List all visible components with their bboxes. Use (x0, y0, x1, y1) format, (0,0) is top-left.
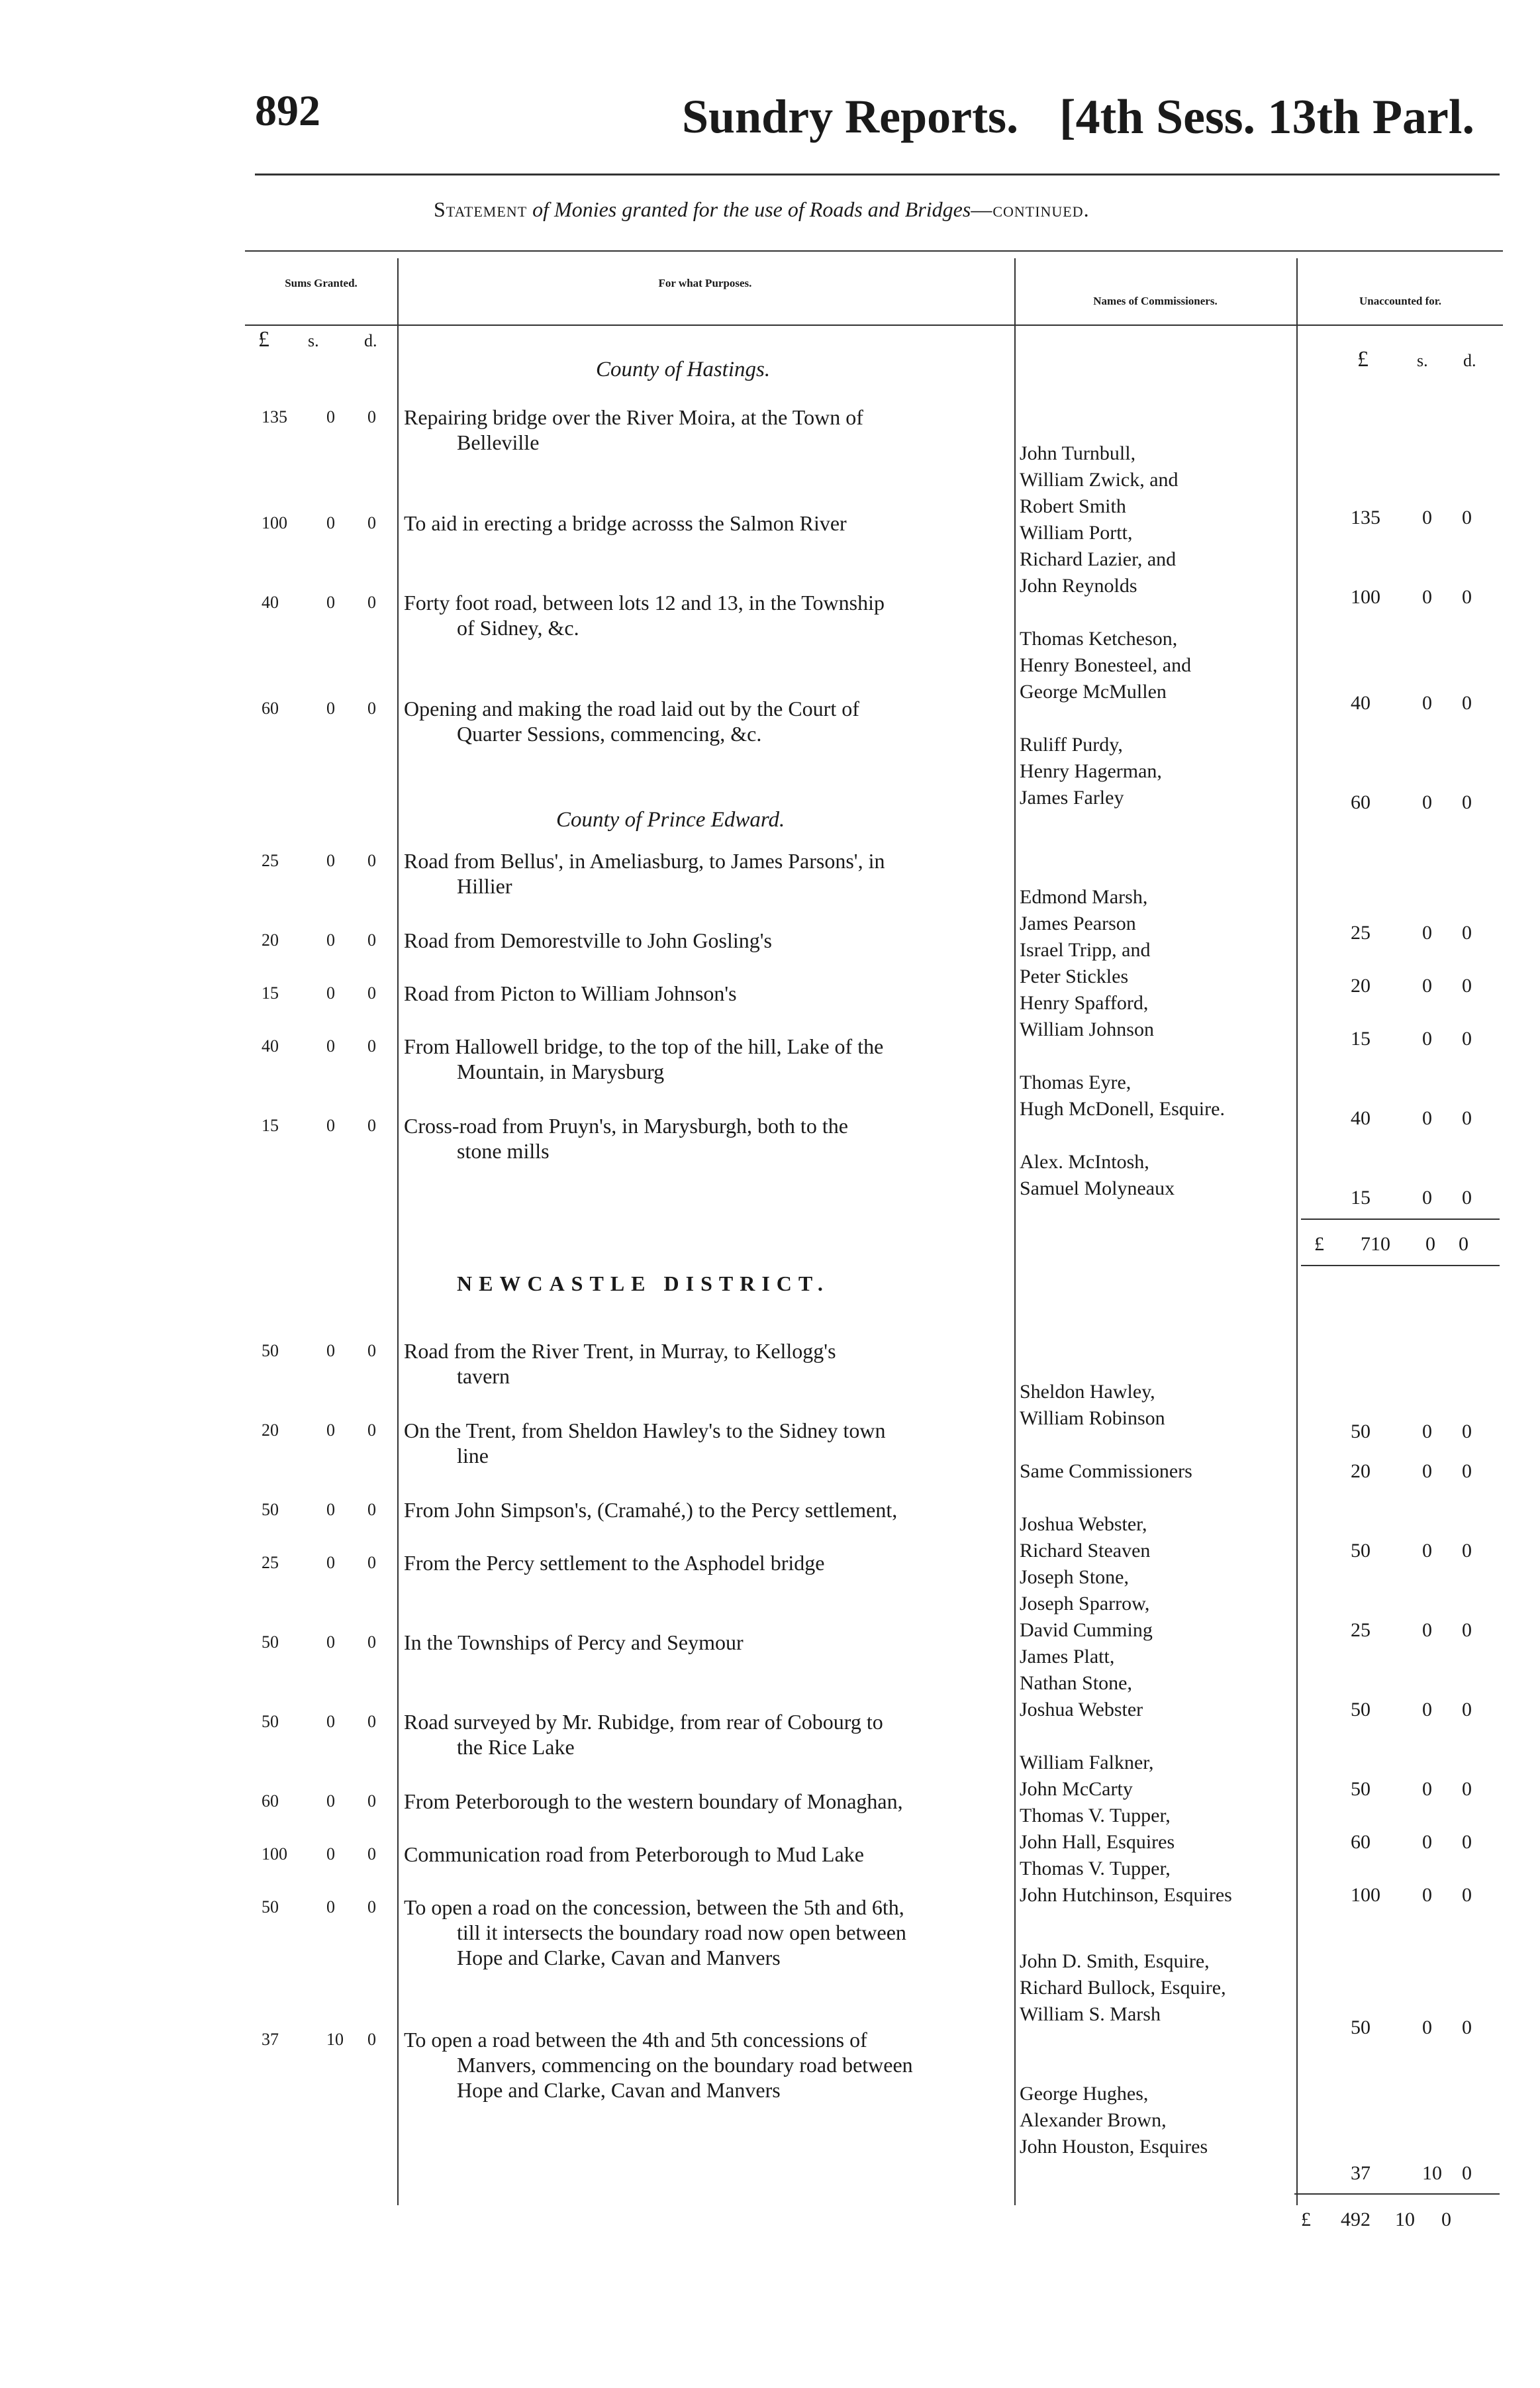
grant-purpose (404, 1338, 1010, 1389)
commissioner-name: James Platt, (1020, 1646, 1115, 1667)
unaccounted-pounds: 37 (1351, 2162, 1371, 2184)
sums-currency-header: £ s. d. (258, 327, 377, 352)
unaccounted-pence: 0 (1462, 2162, 1472, 2184)
header-rule (255, 174, 1500, 175)
unaccounted-pounds: 50 (1351, 1540, 1371, 1562)
unaccounted-pence: 0 (1462, 1107, 1472, 1129)
grant-purpose (404, 1497, 1010, 1522)
purpose-line: Road from Demorestville to John Gosling's (404, 928, 772, 952)
unaccounted-amount (1351, 1187, 1496, 1211)
grant-purpose (404, 696, 1010, 746)
unaccounted-shillings: 0 (1422, 1420, 1432, 1442)
unaccounted-pence: 0 (1462, 1778, 1472, 1800)
commissioner-name: Alex. McIntosh, (1020, 1151, 1149, 1173)
unaccounted-pounds: 50 (1351, 1778, 1371, 1800)
grant-purpose (404, 405, 1010, 455)
purpose-line: Mountain, in Marysburg (457, 1060, 665, 1083)
grant-pounds: 60 (262, 1791, 279, 1811)
grant-amount (262, 513, 394, 537)
grant-pence: 0 (367, 593, 376, 612)
grant-shillings: 0 (326, 407, 335, 426)
commissioner-name: Henry Hagerman, (1020, 760, 1162, 782)
unaccounted-shillings: 0 (1422, 507, 1432, 528)
grant-pence: 0 (367, 1897, 376, 1916)
purpose-line: Road from the River Trent, in Murray, to Kellogg's (404, 1339, 836, 1363)
column-header-unaccounted: Unaccounted for. (1359, 295, 1442, 307)
grant-pounds: 60 (262, 699, 279, 718)
unaccounted-pounds: 25 (1351, 922, 1371, 944)
unaccounted-pounds: 15 (1351, 1028, 1371, 1050)
grant-shillings: 0 (326, 930, 335, 950)
grant-pounds: 25 (262, 851, 279, 870)
commissioner-name: Robert Smith (1020, 495, 1126, 517)
unaccounted-shillings: 0 (1422, 1540, 1432, 1562)
purpose-line: Road from Bellus', in Ameliasburg, to James Parsons', in (404, 849, 885, 873)
grant-pounds: 100 (262, 1844, 287, 1864)
grant-pence: 0 (367, 1844, 376, 1864)
column-header-commissioners: Names of Commissioners. (1093, 295, 1218, 307)
unaccounted-pence: 0 (1462, 1028, 1472, 1050)
purpose-line: stone mills (457, 1139, 550, 1163)
total-second: £ 492 10 0 (1301, 2209, 1451, 2230)
grant-amount (262, 930, 394, 954)
commissioner-name: Samuel Molyneaux (1020, 1177, 1175, 1199)
grant-pence: 0 (367, 2030, 376, 2049)
commissioner-name: William Zwick, and (1020, 469, 1179, 491)
unaccounted-pence: 0 (1462, 975, 1472, 997)
section-heading-prince-edward: County of Prince Edward. (556, 808, 785, 832)
unaccounted-pence: 0 (1462, 1831, 1472, 1853)
grant-purpose (404, 2027, 1010, 2103)
commissioner-name: Richard Steaven (1020, 1540, 1151, 1562)
unaccounted-shillings: 0 (1422, 1460, 1432, 1482)
statement-title (434, 197, 1090, 222)
grant-pence: 0 (367, 1341, 376, 1360)
grant-pence: 0 (367, 1791, 376, 1811)
commissioner-name: Peter Stickles (1020, 966, 1129, 987)
unaccounted-pounds: 40 (1351, 1107, 1371, 1129)
unaccounted-amount (1351, 1699, 1496, 1722)
unaccounted-amount (1351, 1107, 1496, 1131)
grant-pounds: 25 (262, 1553, 279, 1572)
grant-pounds: 40 (262, 1036, 279, 1056)
purpose-line: Quarter Sessions, commencing, &c. (457, 722, 762, 746)
purpose-line: Hope and Clarke, Cavan and Manvers (457, 1946, 781, 1969)
grant-shillings: 0 (326, 851, 335, 870)
section-heading-newcastle: NEWCASTLE DISTRICT. (457, 1271, 830, 1295)
unaccounted-pounds: 15 (1351, 1187, 1371, 1209)
unaccounted-amount (1351, 2016, 1496, 2040)
commissioner-name: James Farley (1020, 787, 1124, 809)
commissioner-name: Ruliff Purdy, (1020, 734, 1123, 756)
purpose-line: To aid in erecting a bridge acrosss the Salmon River (404, 511, 847, 535)
grant-pounds: 50 (262, 1500, 279, 1519)
purpose-line: Opening and making the road laid out by the Court of (404, 697, 859, 721)
commissioner-name: John D. Smith, Esquire, (1020, 1950, 1210, 1972)
commissioner-name: John Turnbull, (1020, 442, 1136, 464)
total-rule-1b (1301, 1265, 1500, 1266)
commissioner-name: Thomas Ketcheson, (1020, 628, 1178, 650)
unaccounted-amount (1351, 1831, 1496, 1855)
commissioner-name: Sheldon Hawley, (1020, 1381, 1155, 1403)
purpose-line: Manvers, commencing on the boundary road between (457, 2053, 913, 2077)
grant-pence: 0 (367, 699, 376, 718)
unaccounted-pence: 0 (1462, 2016, 1472, 2038)
commissioner-name: John Reynolds (1020, 575, 1137, 597)
grant-amount (262, 1036, 394, 1060)
purpose-line: line (457, 1444, 489, 1468)
purpose-line: To open a road between the 4th and 5th concessions of (404, 2028, 867, 2052)
unaccounted-amount (1351, 1460, 1496, 1484)
unaccounted-pounds: 50 (1351, 2016, 1371, 2038)
unaccounted-pounds: 20 (1351, 975, 1371, 997)
unaccounted-shillings: 10 (1422, 2162, 1442, 2184)
unaccounted-pence: 0 (1462, 507, 1472, 528)
unaccounted-pence: 0 (1462, 1420, 1472, 1442)
grant-pence: 0 (367, 1116, 376, 1135)
unaccounted-shillings: 0 (1422, 586, 1432, 608)
commissioner-name: Nathan Stone, (1020, 1672, 1132, 1694)
grant-purpose (404, 590, 1010, 640)
grant-pounds: 135 (262, 407, 287, 426)
grant-purpose (404, 1789, 1010, 1814)
purpose-line: Forty foot road, between lots 12 and 13, in the Township (404, 591, 885, 615)
commissioner-name: William Falkner, (1020, 1752, 1154, 1773)
unaccounted-pounds: 25 (1351, 1619, 1371, 1641)
commissioner-name: John McCarty (1020, 1778, 1133, 1800)
commissioner-name: George Hughes, (1020, 2083, 1149, 2105)
commissioner-name: John Hutchinson, Esquires (1020, 1884, 1232, 1906)
unaccounted-amount (1351, 1420, 1496, 1444)
purpose-line: Road from Picton to William Johnson's (404, 981, 737, 1005)
grant-pence: 0 (367, 1036, 376, 1056)
commissioner-name: Joseph Stone, (1020, 1566, 1129, 1588)
grant-shillings: 0 (326, 593, 335, 612)
unaccounted-pence: 0 (1462, 586, 1472, 608)
grant-shillings: 0 (326, 1036, 335, 1056)
unaccounted-shillings: 0 (1422, 922, 1432, 944)
unaccounted-pounds: 50 (1351, 1420, 1371, 1442)
grant-purpose (404, 981, 1010, 1006)
session-label: [4th Sess. 13th Parl. (1059, 90, 1474, 144)
unaccounted-pounds: 100 (1351, 586, 1380, 608)
section-heading-hastings: County of Hastings. (596, 358, 771, 381)
commissioner-name: William Johnson (1020, 1019, 1154, 1040)
unaccounted-amount (1351, 791, 1496, 815)
unaccounted-pounds: 50 (1351, 1699, 1371, 1720)
grant-amount (262, 983, 394, 1007)
page-number: 892 (255, 87, 320, 135)
commissioner-name: William S. Marsh (1020, 2003, 1161, 2025)
grant-shillings: 0 (326, 983, 335, 1003)
purpose-line: Hope and Clarke, Cavan and Manvers (457, 2078, 781, 2102)
purpose-line: Cross-road from Pruyn's, in Marysburgh, both to the (404, 1114, 848, 1138)
purpose-line: From John Simpson's, (Cramahé,) to the Percy settlement, (404, 1498, 898, 1522)
unaccounted-amount (1351, 507, 1496, 530)
commissioner-name: John Houston, Esquires (1020, 2136, 1208, 2158)
total-first: £ 710 0 0 (1314, 1233, 1468, 1255)
grant-shillings: 0 (326, 1897, 335, 1916)
running-title: Sundry Reports. (682, 90, 1019, 143)
grant-pence: 0 (367, 1712, 376, 1731)
unaccounted-shillings: 0 (1422, 1619, 1432, 1641)
commissioner-name: David Cumming (1020, 1619, 1153, 1641)
grant-pounds: 20 (262, 1420, 279, 1440)
purpose-line: From the Percy settlement to the Asphodel bridge (404, 1551, 825, 1575)
grant-pounds: 50 (262, 1712, 279, 1731)
unaccounted-amount (1351, 586, 1496, 610)
purpose-line: From Peterborough to the western boundary of Monaghan, (404, 1789, 903, 1813)
table-top-rule (245, 250, 1503, 252)
grant-pence: 0 (367, 1420, 376, 1440)
grant-pounds: 100 (262, 513, 287, 532)
grant-shillings: 0 (326, 513, 335, 532)
purpose-line: of Sidney, &c. (457, 616, 579, 640)
grant-pounds: 50 (262, 1632, 279, 1652)
commissioner-name: Alexander Brown, (1020, 2109, 1167, 2131)
commissioner-name: Richard Bullock, Esquire, (1020, 1977, 1226, 1999)
grant-shillings: 0 (326, 1632, 335, 1652)
unaccounted-shillings: 0 (1422, 692, 1432, 714)
grant-pence: 0 (367, 1500, 376, 1519)
unaccounted-shillings: 0 (1422, 1699, 1432, 1720)
grant-shillings: 0 (326, 1116, 335, 1135)
grant-purpose (404, 1895, 1010, 1970)
grant-amount (262, 1632, 394, 1656)
commissioner-name: Richard Lazier, and (1020, 548, 1177, 570)
grant-shillings: 0 (326, 1420, 335, 1440)
unaccounted-pounds: 40 (1351, 692, 1371, 714)
statement-suffix: —continued. (971, 197, 1090, 221)
unaccounted-pounds: 60 (1351, 791, 1371, 813)
unaccounted-pence: 0 (1462, 1540, 1472, 1562)
grant-pounds: 50 (262, 1897, 279, 1916)
grant-amount (262, 699, 394, 722)
unaccounted-amount (1351, 1619, 1496, 1643)
statement-italic: of Monies granted for the use of Roads and Bridges (532, 197, 971, 221)
purpose-line: From Hallowell bridge, to the top of the hill, Lake of the (404, 1034, 884, 1058)
grant-purpose (404, 511, 1010, 536)
unaccounted-shillings: 0 (1422, 791, 1432, 813)
grant-shillings: 0 (326, 1844, 335, 1864)
commissioner-name: John Hall, Esquires (1020, 1831, 1175, 1853)
commissioner-name: Israel Tripp, and (1020, 939, 1151, 961)
commissioner-name: Joshua Webster (1020, 1699, 1143, 1720)
grant-purpose (404, 1550, 1010, 1575)
grant-amount (262, 1116, 394, 1140)
unaccounted-amount (1351, 1884, 1496, 1908)
grant-purpose (404, 1709, 1010, 1760)
purpose-line: tavern (457, 1364, 510, 1388)
unaccounted-shillings: 0 (1422, 1187, 1432, 1209)
total-rule-1 (1301, 1219, 1500, 1220)
grant-amount (262, 1500, 394, 1524)
unaccounted-shillings: 0 (1422, 1778, 1432, 1800)
commissioner-name: William Portt, (1020, 522, 1133, 544)
grant-shillings: 0 (326, 1341, 335, 1360)
purpose-line: till it intersects the boundary road now open between (457, 1920, 906, 1944)
grant-amount (262, 1844, 394, 1868)
grant-shillings: 10 (326, 2030, 344, 2049)
unaccounted-pence: 0 (1462, 1460, 1472, 1482)
grant-amount (262, 851, 394, 875)
commissioner-name: Henry Spafford, (1020, 992, 1149, 1014)
grant-pence: 0 (367, 983, 376, 1003)
unaccounted-pence: 0 (1462, 692, 1472, 714)
grant-purpose (404, 848, 1010, 899)
grant-shillings: 0 (326, 1712, 335, 1731)
unaccounted-shillings: 0 (1422, 1831, 1432, 1853)
col-divider-2 (1014, 258, 1016, 2205)
total-rule-2 (1294, 2193, 1500, 2195)
grant-pence: 0 (367, 1553, 376, 1572)
grant-amount (262, 1341, 394, 1365)
unaccounted-currency-header: £ s. d. (1357, 347, 1476, 372)
unaccounted-pounds: 135 (1351, 507, 1380, 528)
unaccounted-shillings: 0 (1422, 1028, 1432, 1050)
grant-shillings: 0 (326, 699, 335, 718)
purpose-line: In the Townships of Percy and Seymour (404, 1630, 744, 1654)
commissioner-name: Same Commissioners (1020, 1460, 1192, 1482)
commissioner-name: Joshua Webster, (1020, 1513, 1147, 1535)
unaccounted-pence: 0 (1462, 1884, 1472, 1906)
grant-pounds: 15 (262, 983, 279, 1003)
commissioner-name: Thomas V. Tupper, (1020, 1805, 1171, 1826)
grant-purpose (404, 1842, 1010, 1867)
purpose-line: Hillier (457, 874, 512, 898)
statement-prefix: Statement (434, 197, 528, 221)
grant-amount (262, 407, 394, 431)
purpose-line: the Rice Lake (457, 1735, 575, 1759)
purpose-line: To open a road on the concession, between the 5th and 6th, (404, 1895, 904, 1919)
purpose-line: Road surveyed by Mr. Rubidge, from rear of Cobourg to (404, 1710, 883, 1734)
unaccounted-amount (1351, 692, 1496, 716)
purpose-line: Communication road from Peterborough to Mud Lake (404, 1842, 864, 1866)
commissioner-name: Hugh McDonell, Esquire. (1020, 1098, 1225, 1120)
commissioner-name: Edmond Marsh, (1020, 886, 1148, 908)
grant-purpose (404, 1630, 1010, 1655)
grant-amount (262, 2030, 394, 2054)
unaccounted-pence: 0 (1462, 922, 1472, 944)
grant-pounds: 50 (262, 1341, 279, 1360)
commissioner-name: Thomas V. Tupper, (1020, 1858, 1171, 1879)
grant-shillings: 0 (326, 1500, 335, 1519)
purpose-line: Belleville (457, 430, 540, 454)
commissioner-name: Henry Bonesteel, and (1020, 654, 1192, 676)
unaccounted-pence: 0 (1462, 1187, 1472, 1209)
grant-purpose (404, 1113, 1010, 1164)
grant-pence: 0 (367, 1632, 376, 1652)
unaccounted-pence: 0 (1462, 1619, 1472, 1641)
unaccounted-amount (1351, 922, 1496, 946)
grant-pence: 0 (367, 407, 376, 426)
commissioner-name: Thomas Eyre, (1020, 1071, 1131, 1093)
grant-amount (262, 1791, 394, 1815)
unaccounted-amount (1351, 1778, 1496, 1802)
grant-amount (262, 593, 394, 617)
grant-pence: 0 (367, 930, 376, 950)
grant-amount (262, 1897, 394, 1921)
commissioner-name: Joseph Sparrow, (1020, 1593, 1150, 1615)
commissioner-name: William Robinson (1020, 1407, 1165, 1429)
grant-purpose (404, 1034, 1010, 1084)
grant-pounds: 20 (262, 930, 279, 950)
col-divider-3 (1296, 258, 1298, 2205)
grant-pounds: 15 (262, 1116, 279, 1135)
grant-shillings: 0 (326, 1791, 335, 1811)
column-head-rule (245, 324, 1503, 326)
unaccounted-pounds: 60 (1351, 1831, 1371, 1853)
grant-amount (262, 1712, 394, 1736)
unaccounted-pounds: 20 (1351, 1460, 1371, 1482)
column-header-sums: Sums Granted. (285, 277, 358, 289)
grant-purpose (404, 1418, 1010, 1468)
unaccounted-amount (1351, 2162, 1496, 2186)
unaccounted-shillings: 0 (1422, 1884, 1432, 1906)
unaccounted-shillings: 0 (1422, 1107, 1432, 1129)
grant-pounds: 37 (262, 2030, 279, 2049)
unaccounted-pence: 0 (1462, 1699, 1472, 1720)
col-divider-1 (397, 258, 399, 2205)
purpose-line: Repairing bridge over the River Moira, at the Town of (404, 405, 863, 429)
unaccounted-shillings: 0 (1422, 975, 1432, 997)
grant-amount (262, 1553, 394, 1577)
commissioner-name: James Pearson (1020, 913, 1136, 934)
grant-pence: 0 (367, 513, 376, 532)
unaccounted-amount (1351, 1540, 1496, 1564)
grant-pence: 0 (367, 851, 376, 870)
unaccounted-pounds: 100 (1351, 1884, 1380, 1906)
grant-pounds: 40 (262, 593, 279, 612)
column-header-purposes: For what Purposes. (658, 277, 752, 289)
unaccounted-shillings: 0 (1422, 2016, 1432, 2038)
commissioner-name: George McMullen (1020, 681, 1167, 703)
unaccounted-pence: 0 (1462, 791, 1472, 813)
grant-purpose (404, 928, 1010, 953)
unaccounted-amount (1351, 1028, 1496, 1052)
grant-amount (262, 1420, 394, 1444)
grant-shillings: 0 (326, 1553, 335, 1572)
purpose-line: On the Trent, from Sheldon Hawley's to the Sidney town (404, 1418, 886, 1442)
unaccounted-amount (1351, 975, 1496, 999)
